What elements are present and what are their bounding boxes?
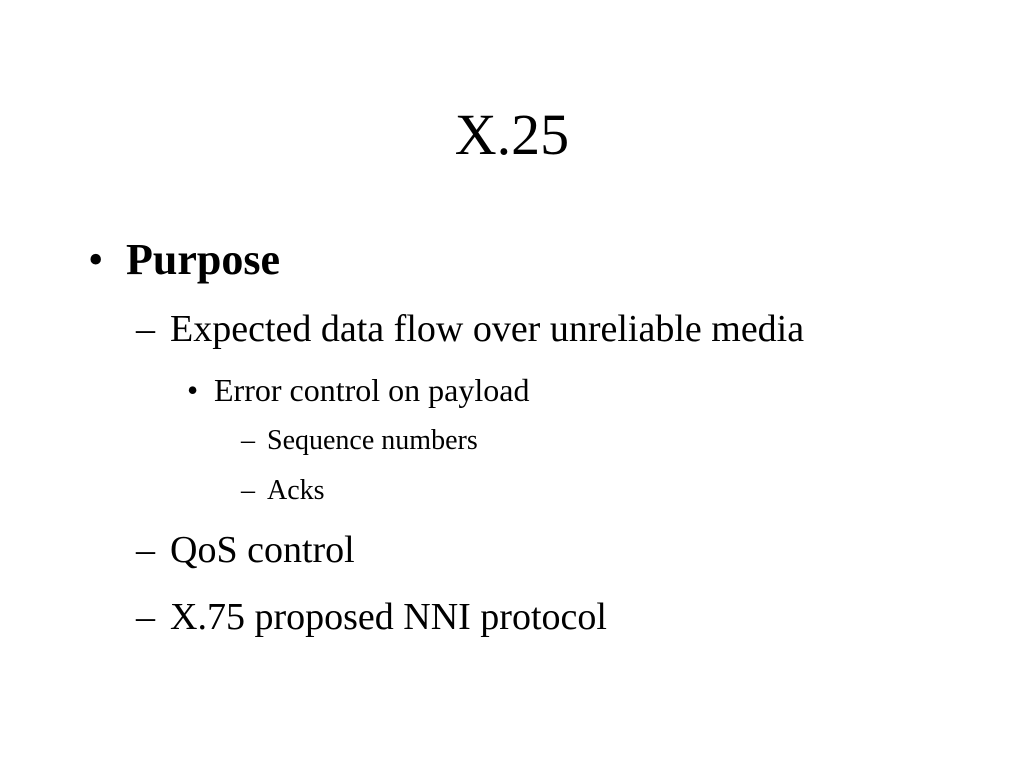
bullet-marker: • <box>88 235 104 284</box>
dash-marker: – <box>241 475 255 506</box>
bullet-text: Purpose <box>126 235 280 284</box>
sub-item-expected-data-flow <box>136 305 804 353</box>
sub-item-text: QoS control <box>170 529 355 571</box>
bullet-marker: • <box>187 372 199 408</box>
level4-item-sequence-numbers <box>241 424 478 458</box>
slide-title: X.25 <box>454 102 570 167</box>
sub-sub-item-error-control <box>187 370 529 410</box>
dash-marker: – <box>136 529 155 571</box>
sub-sub-item-text: Error control on payload <box>214 372 530 408</box>
level4-item-text: Sequence numbers <box>267 425 478 456</box>
level4-item-acks <box>241 474 325 508</box>
bullet-item-purpose <box>88 232 280 288</box>
sub-item-x75-nni <box>136 593 607 641</box>
dash-marker: – <box>136 596 155 638</box>
sub-item-qos-control <box>136 526 355 574</box>
sub-item-text: Expected data flow over unreliable media <box>170 308 805 350</box>
level4-item-text: Acks <box>267 475 325 506</box>
dash-marker: – <box>136 308 155 350</box>
dash-marker: – <box>241 425 255 456</box>
sub-item-text: X.75 proposed NNI protocol <box>170 596 607 638</box>
